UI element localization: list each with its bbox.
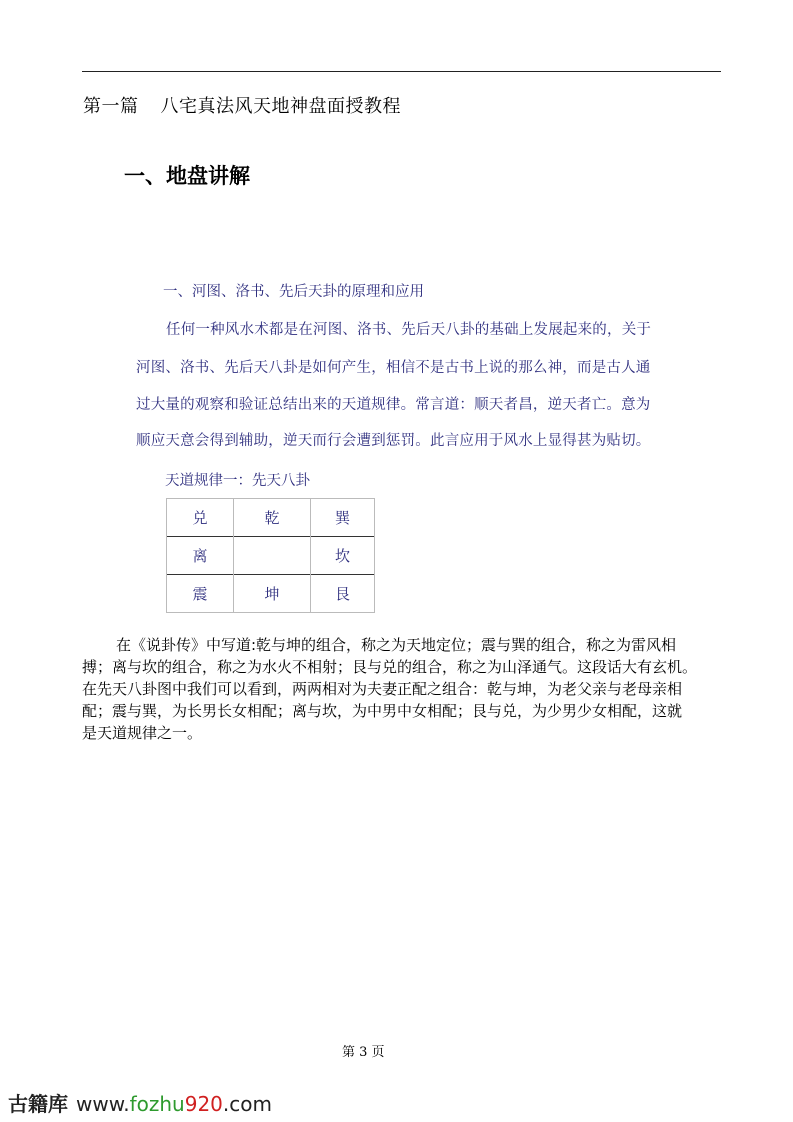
bagua-table — [166, 498, 375, 613]
table-cell — [234, 537, 311, 575]
body-line: 在先天八卦图中我们可以看到，两两相对为夫妻正配之组合：乾与坤，为老父亲与老母亲相 — [82, 680, 683, 698]
table-cell: 坤 — [234, 575, 311, 613]
body-paragraph — [82, 634, 722, 744]
header-rule — [82, 71, 721, 72]
chapter-heading — [83, 92, 401, 118]
body-line: 在《说卦传》中写道:乾与坤的组合，称之为天地定位；震与巽的组合，称之为雷风相 — [116, 636, 677, 654]
table-cell: 坎 — [311, 537, 375, 575]
table-row — [167, 537, 375, 575]
body-line: 搏；离与坎的组合，称之为水火不相射；艮与兑的组合，称之为山泽通气。这段话大有玄机。 — [82, 658, 698, 676]
table-cell: 兑 — [167, 499, 234, 537]
excerpt-subtitle: 一、河图、洛书、先后天卦的原理和应用 — [163, 284, 424, 300]
excerpt-line: 顺应天意会得到辅助，逆天而行会遭到惩罚。此言应用于风水上显得甚为贴切。 — [136, 433, 651, 449]
body-line: 是天道规律之一。 — [82, 724, 203, 742]
watermark — [8, 1088, 272, 1117]
excerpt-line: 任何一种风水术都是在河图、洛书、先后天八卦的基础上发展起来的，关于 — [166, 322, 652, 338]
excerpt-line: 过大量的观察和验证总结出来的天道规律。常言道：顺天者昌，逆天者亡。意为 — [136, 397, 651, 413]
table-cell: 艮 — [311, 575, 375, 613]
watermark-num: 920 — [184, 1092, 223, 1116]
watermark-com: .com — [222, 1092, 272, 1116]
table-cell: 乾 — [234, 499, 311, 537]
table-cell: 震 — [167, 575, 234, 613]
body-line: 配；震与巽，为长男长女相配；离与坎，为中男中女相配；艮与兑，为少男少女相配，这就 — [82, 702, 683, 720]
chapter-prefix: 第一篇 — [83, 96, 139, 117]
watermark-fozhu: fozhu — [129, 1092, 185, 1116]
watermark-name: 古籍库 — [8, 1092, 68, 1116]
table-cell: 巽 — [311, 499, 375, 537]
table-cell: 离 — [167, 537, 234, 575]
table-row — [167, 575, 375, 613]
page-number: 第 3 页 — [342, 1045, 385, 1060]
chapter-title: 八宅真法风天地神盘面授教程 — [160, 96, 401, 117]
excerpt-line: 河图、洛书、先后天八卦是如何产生，相信不是古书上说的那么神，而是古人通 — [136, 360, 651, 376]
table-row — [167, 499, 375, 537]
excerpt-caption: 天道规律一：先天八卦 — [165, 473, 310, 489]
watermark-www: www. — [76, 1092, 130, 1116]
section-title: 一、地盘讲解 — [124, 164, 250, 188]
